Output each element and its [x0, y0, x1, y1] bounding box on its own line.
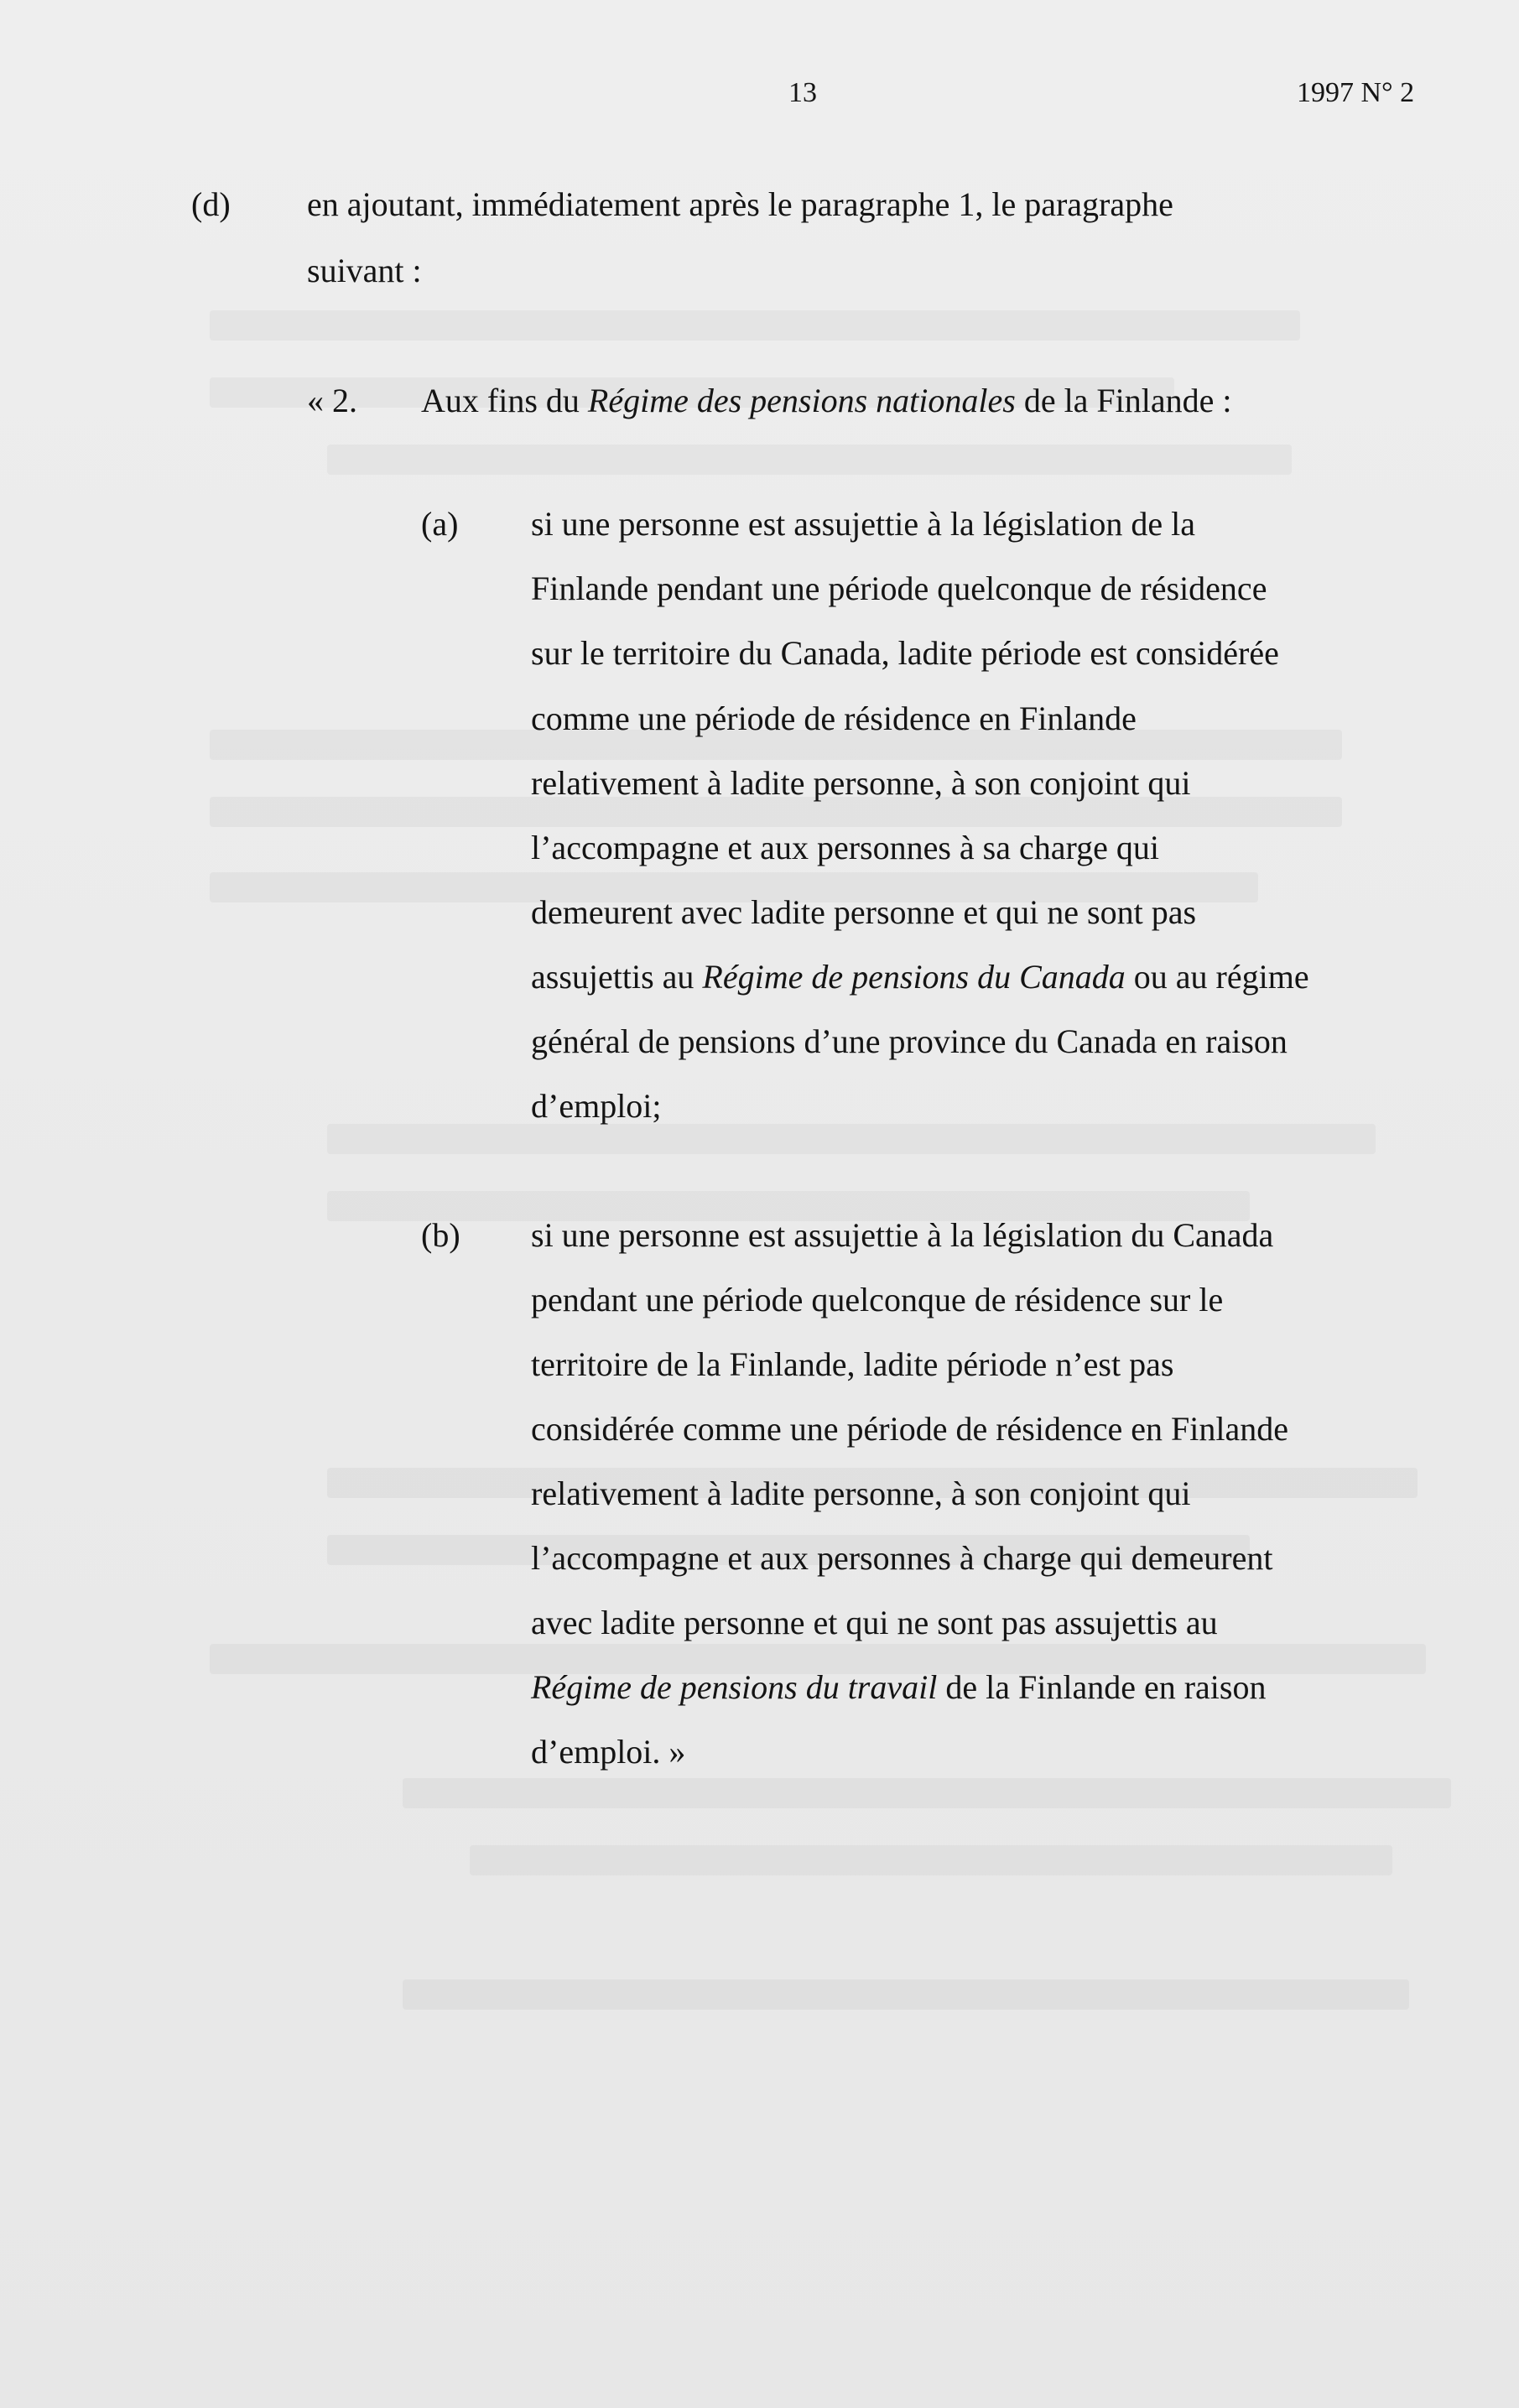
subparagraph-b-line-4: considérée comme une période de résidence en Finlande [531, 1410, 1288, 1448]
issue-reference: 1997 N° 2 [1297, 77, 1415, 108]
page-header [0, 77, 1519, 119]
subparagraph-b-line-6: l’accompagne et aux personnes à charge qui demeurent [531, 1539, 1273, 1577]
subparagraph-b-line-9: d’emploi. » [531, 1733, 686, 1771]
subparagraph-a-line-9: général de pensions d’une province du Canada en raison [531, 1022, 1288, 1060]
page-number: 13 [788, 77, 817, 108]
paragraph-2-label: « 2. [307, 382, 357, 419]
paragraph-2-text-after: de la Finlande : [1015, 382, 1232, 419]
subparagraph-b-line-7: avec ladite personne et qui ne sont pas assujettis au [531, 1604, 1218, 1641]
subparagraph-a-line-3: sur le territoire du Canada, ladite période est considérée [531, 634, 1279, 672]
subparagraph-a-line-5: relativement à ladite personne, à son conjoint qui [531, 764, 1191, 802]
subparagraph-a-label: (a) [421, 505, 459, 543]
subparagraph-b-line-2: pendant une période quelconque de résidence sur le [531, 1281, 1224, 1318]
subparagraph-b-line-8-after: de la Finlande en raison [937, 1668, 1267, 1706]
subparagraph-a-line-1: si une personne est assujettie à la législation de la [531, 505, 1195, 543]
subparagraph-b-line-3: territoire de la Finlande, ladite période n’est pas [531, 1345, 1174, 1383]
subparagraph-a-line-8-italic: Régime de pensions du Canada [702, 958, 1126, 996]
item-d-label: (d) [191, 185, 231, 223]
subparagraph-b-line-5: relativement à ladite personne, à son conjoint qui [531, 1474, 1191, 1512]
paragraph-2-text-before: Aux fins du [421, 382, 588, 419]
paragraph-2-text-italic: Régime des pensions nationales [587, 382, 1016, 419]
subparagraph-a-line-7: demeurent avec ladite personne et qui ne sont pas [531, 893, 1197, 931]
subparagraph-b-label: (b) [421, 1216, 460, 1254]
subparagraph-a-line-6: l’accompagne et aux personnes à sa charge qui [531, 829, 1159, 866]
paragraph-2-text [421, 380, 1232, 422]
subparagraph-b-line-8 [531, 1667, 1266, 1708]
subparagraph-a-line-8-after: ou au régime [1125, 958, 1309, 996]
subparagraph-a-line-2: Finlande pendant une période quelconque de résidence [531, 569, 1267, 607]
subparagraph-a-line-8 [531, 956, 1309, 998]
subparagraph-b-line-1: si une personne est assujettie à la législation du Canada [531, 1216, 1274, 1254]
item-d-line-1: en ajoutant, immédiatement après le paragraphe 1, le paragraphe [307, 185, 1173, 223]
subparagraph-a-line-10: d’emploi; [531, 1087, 662, 1125]
subparagraph-b-line-8-italic: Régime de pensions du travail [531, 1668, 938, 1706]
item-d-line-2: suivant : [307, 252, 422, 289]
subparagraph-a-line-4: comme une période de résidence en Finlande [531, 700, 1137, 737]
subparagraph-a-line-8-before: assujettis au [531, 958, 703, 996]
